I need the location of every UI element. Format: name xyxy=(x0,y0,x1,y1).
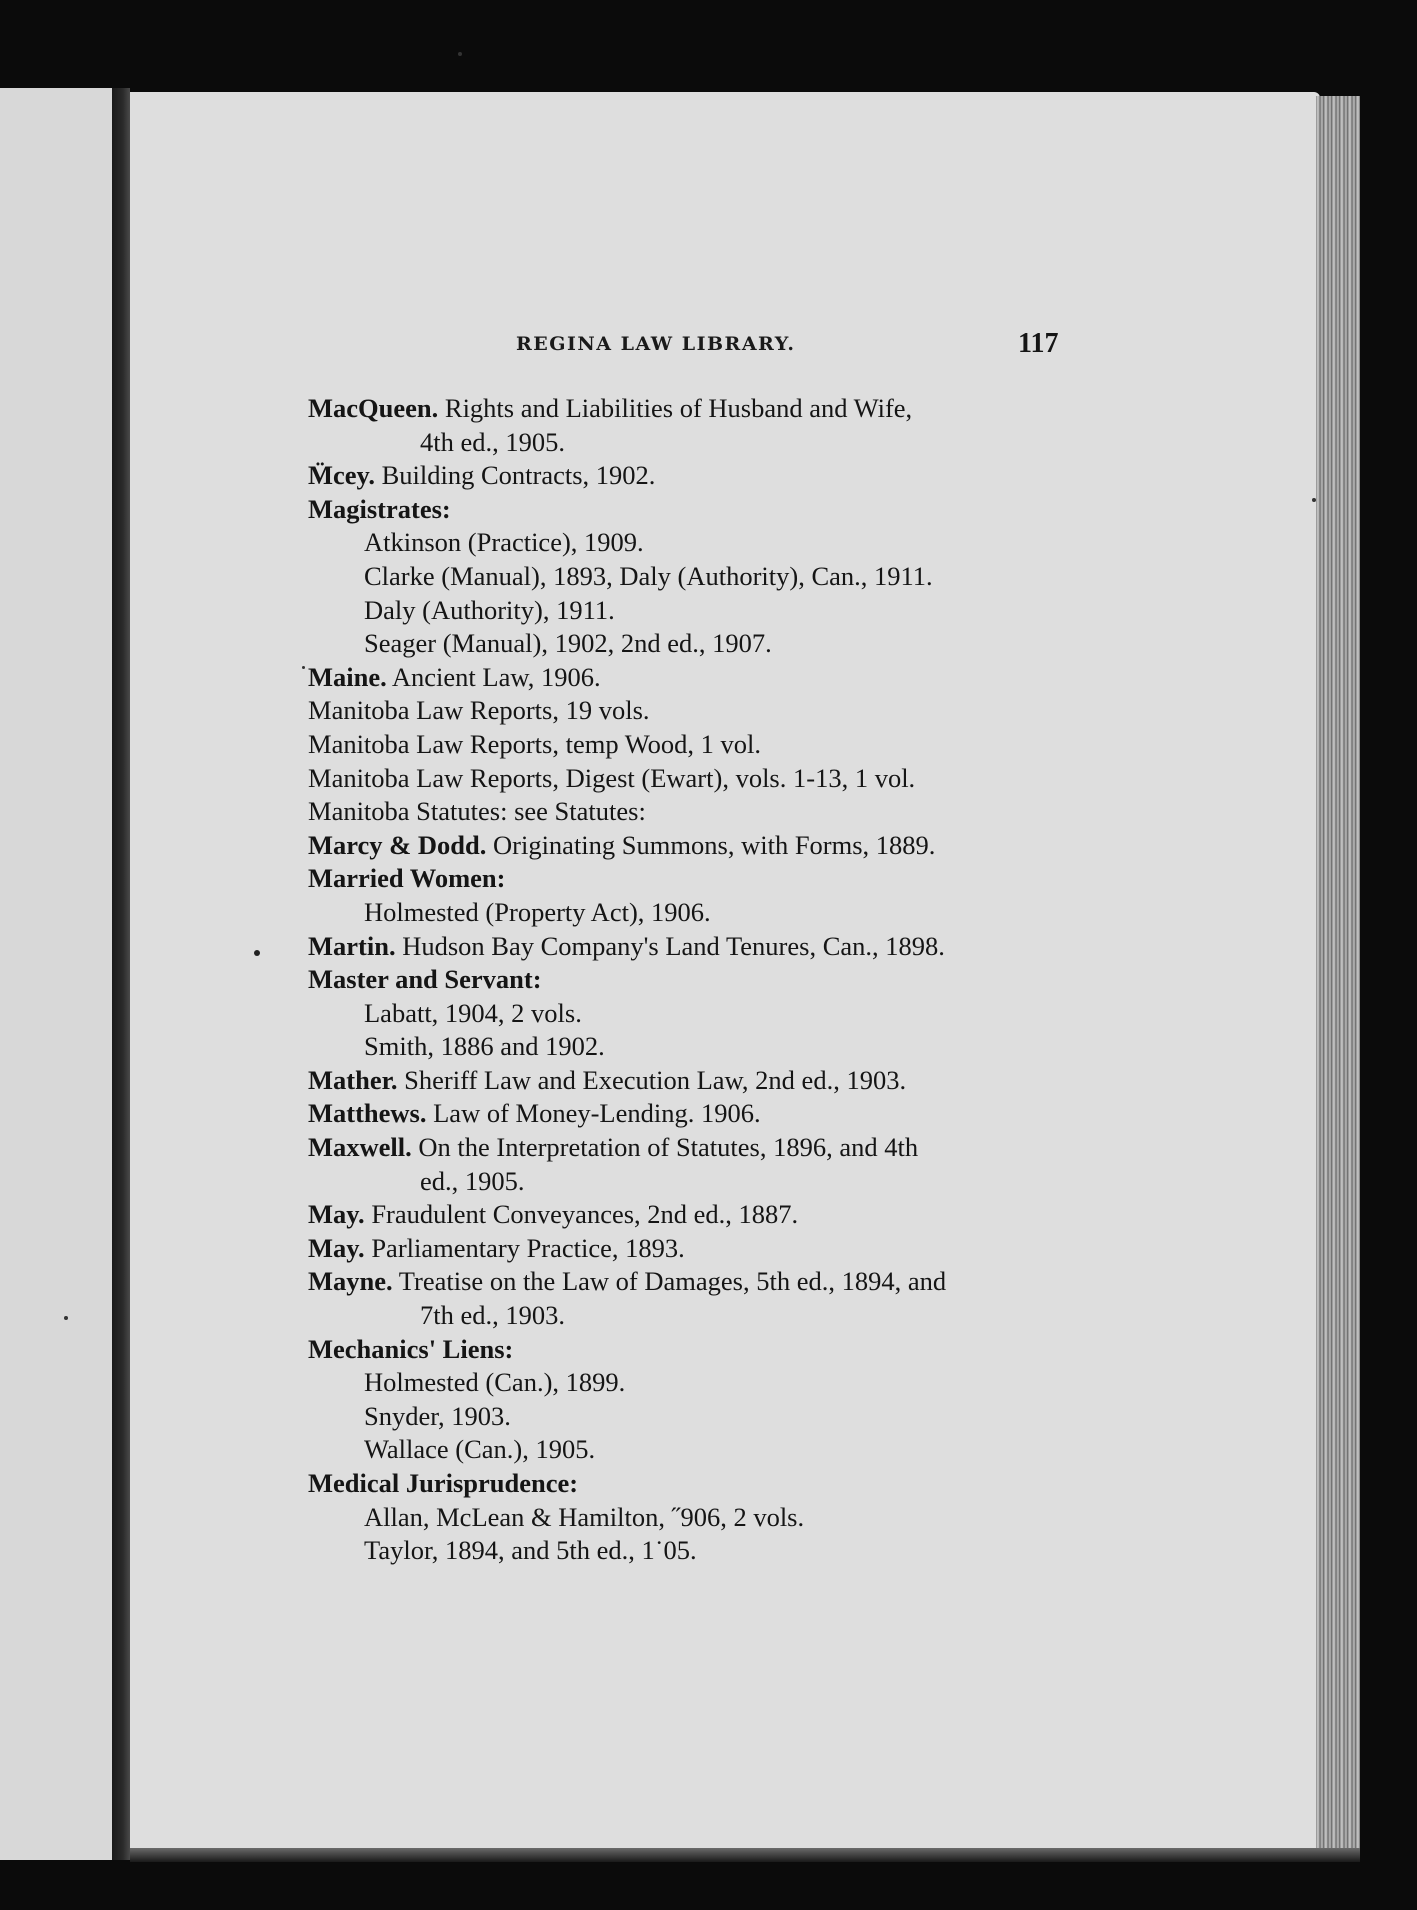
index-entry: Manitoba Law Reports, temp Wood, 1 vol. xyxy=(308,728,761,759)
index-heading: Mechanics' Liens: xyxy=(308,1333,514,1364)
index-subentry: Seager (Manual), 1902, 2nd ed., 1907. xyxy=(364,628,772,659)
scan-speck xyxy=(302,666,305,669)
index-entry-continuation: 4th ed., 1905. xyxy=(420,426,565,457)
index-heading: Married Women: xyxy=(308,863,506,894)
scan-speck xyxy=(458,52,462,56)
index-subentry: Atkinson (Practice), 1909. xyxy=(364,527,644,558)
index-subentry: Wallace (Can.), 1905. xyxy=(364,1434,596,1465)
index-entry: Maine. Ancient Law, 1906. xyxy=(308,661,601,692)
index-entry: MacQueen. Rights and Liabilities of Husband and Wife, xyxy=(308,393,913,423)
running-head: REGINA LAW LIBRARY. xyxy=(516,333,796,355)
index-entry: Martin. Hudson Bay Company's Land Tenures, Can., 1898. xyxy=(308,930,945,961)
index-entry: Manitoba Statutes: see Statutes: xyxy=(308,796,646,827)
index-entry: May. Parliamentary Practice, 1893. xyxy=(308,1232,685,1263)
index-subentry: Snyder, 1903. xyxy=(364,1400,511,1431)
index-subentry: Allan, McLean & Hamilton, ˝906, 2 vols. xyxy=(364,1501,805,1532)
index-subentry: Clarke (Manual), 1893, Daly (Authority), Can., 1911. xyxy=(364,560,933,591)
margin-dot xyxy=(254,950,260,956)
index-subentry: Holmested (Property Act), 1906. xyxy=(364,896,711,927)
index-entry: Mayne. Treatise on the Law of Damages, 5th ed., 1894, and xyxy=(308,1266,947,1297)
index-entry: Matthews. Law of Money-Lending. 1906. xyxy=(308,1098,761,1129)
index-entry: Maxwell. On the Interpretation of Statutes, 1896, and 4th xyxy=(308,1132,919,1163)
index-subentry: Labatt, 1904, 2 vols. xyxy=(364,997,582,1028)
index-entry-continuation: ed., 1905. xyxy=(420,1165,525,1196)
index-entry: Manitoba Law Reports, Digest (Ewart), vols. 1-13, 1 vol. xyxy=(308,762,916,793)
index-entry: May. Fraudulent Conveyances, 2nd ed., 1887. xyxy=(308,1199,799,1230)
index-entries xyxy=(308,392,1068,1568)
index-entry: Marcy & Dodd. Originating Summons, with Forms, 1889. xyxy=(308,829,936,860)
index-heading: Medical Jurisprudence: xyxy=(308,1468,579,1498)
index-entry-continuation: 7th ed., 1903. xyxy=(420,1300,565,1331)
page-stack-edge xyxy=(1316,96,1360,1856)
index-entry: Manitoba Law Reports, 19 vols. xyxy=(308,695,650,726)
index-subentry: Taylor, 1894, and 5th ed., 1˙05. xyxy=(364,1535,697,1566)
index-entry: M̈cey. Building Contracts, 1902. xyxy=(308,460,656,491)
index-heading: Master and Servant: xyxy=(308,964,542,995)
scan-speck xyxy=(1312,498,1316,502)
book-gutter xyxy=(112,88,130,1860)
scan-speck xyxy=(64,1316,68,1320)
index-subentry: Daly (Authority), 1911. xyxy=(364,594,615,625)
facing-page-edge xyxy=(0,88,112,1860)
index-entry: Mather. Sheriff Law and Execution Law, 2nd ed., 1903. xyxy=(308,1064,907,1095)
index-subentry: Smith, 1886 and 1902. xyxy=(364,1031,605,1062)
index-subentry: Holmested (Can.), 1899. xyxy=(364,1367,626,1398)
index-heading: Magistrates: xyxy=(308,493,451,524)
page-number: 117 xyxy=(1018,328,1059,359)
page-bottom-shadow xyxy=(130,1848,1360,1862)
